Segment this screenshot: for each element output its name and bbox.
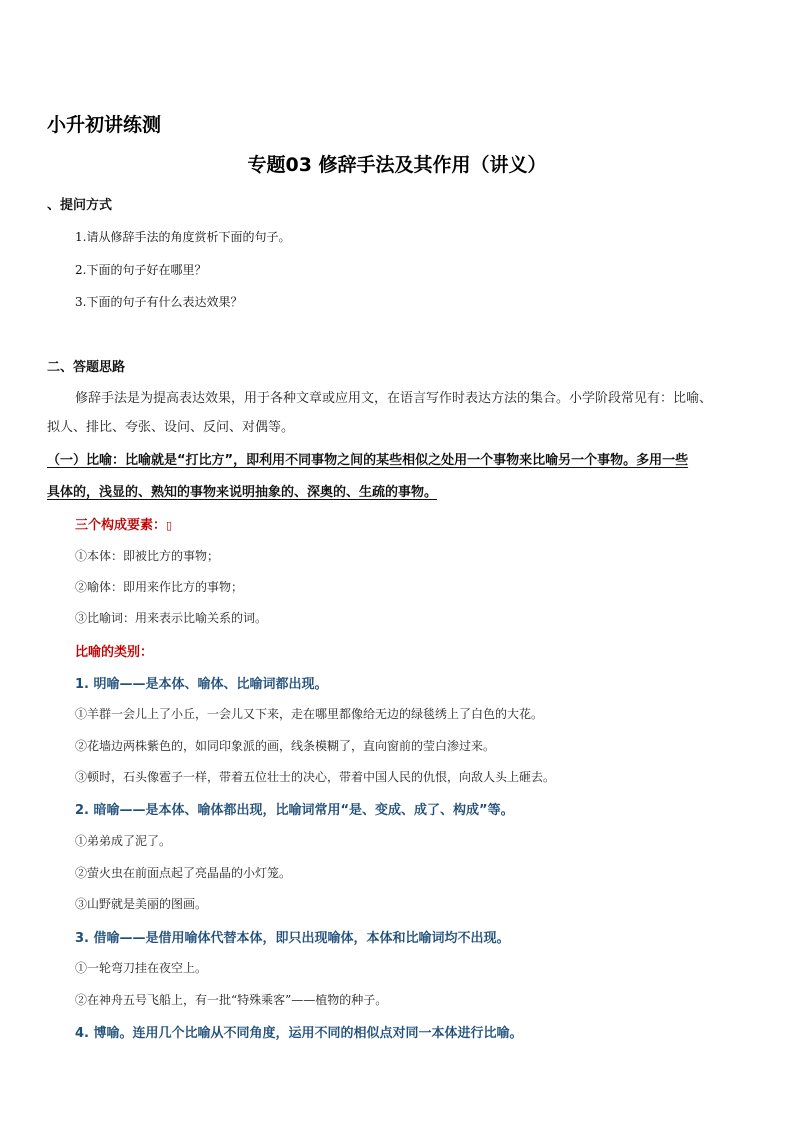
type2-example-1: ①弟弟成了泥了。	[75, 834, 172, 848]
type1-example-1: ①羊群一会儿上了小丘，一会儿又下来，走在哪里都像给无边的绿毯绣上了白色的大花。	[75, 707, 544, 721]
question-3: 3.下面的句子有什么表达效果？	[75, 295, 243, 309]
type4-title: 4. 博喻。连用几个比喻从不同角度，运用不同的相似点对同一本体进行比喻。	[75, 1026, 523, 1041]
type2-example-3: ③山野就是美丽的图画。	[75, 897, 208, 911]
element-vehicle: ②喻体：即用来作比方的事物；	[75, 580, 244, 594]
type3-title: 3. 借喻——是借用喻体代替本体，即只出现喻体，本体和比喻词均不出现。	[75, 931, 510, 946]
elements-heading-text: 三个构成要素：	[75, 518, 167, 533]
section1-heading: 、提问方式	[47, 198, 113, 213]
section2-heading: 二、答题思路	[47, 360, 126, 375]
type3-example-2: ②在神舟五号飞船上，有一批“特殊乘客”——植物的种子。	[75, 993, 388, 1007]
page-title: 专题03 修辞手法及其作用（讲义）	[247, 154, 547, 176]
type1-example-3: ③顿时，石头像雹子一样，带着五位壮士的决心，带着中国人民的仇恨，向敌人头上砸去。	[75, 770, 556, 784]
types-heading: 比喻的类别：	[75, 645, 154, 660]
question-2: 2.下面的句子好在哪里？	[75, 263, 207, 277]
elements-heading	[75, 514, 172, 533]
intro-line-2: 拟人、排比、夸张、设问、反问、对偶等。	[47, 420, 295, 435]
element-tenor: ①本体：即被比方的事物；	[75, 549, 220, 563]
metaphor-definition-line-2: 具体的，浅显的、熟知的事物来说明抽象的、深奥的、生疏的事物。	[47, 485, 438, 500]
type3-example-1: ①一轮弯刀挂在夜空上。	[75, 961, 208, 975]
element-comparator: ③比喻词：用来表示比喻关系的词。	[75, 611, 268, 625]
brand-title: 小升初讲练测	[47, 114, 162, 136]
intro-line-1: 修辞手法是为提高表达效果，用于各种文章或应用文，在语言写作时表达方法的集合。小学阶段常见有：比喻、	[75, 391, 713, 406]
question-1: 1.请从修辞手法的角度赏析下面的句子。	[75, 230, 291, 244]
type2-example-2: ②萤火虫在前面点起了亮晶晶的小灯笼。	[75, 866, 292, 880]
elements-heading-glyph: ▯	[166, 519, 173, 532]
type1-title: 1. 明喻——是本体、喻体、比喻词都出现。	[75, 677, 328, 692]
metaphor-definition-line-1: （一）比喻：比喻就是“打比方”，即利用不同事物之间的某些相似之处用一个事物来比喻另一个事物。多用一些	[47, 453, 689, 468]
type1-example-2: ②花墙边两株紫色的，如同印象派的画，线条模糊了，直向窗前的莹白渗过来。	[75, 739, 496, 753]
type2-title: 2. 暗喻——是本体、喻体都出现，比喻词常用“是、变成、成了、构成”等。	[75, 803, 514, 818]
